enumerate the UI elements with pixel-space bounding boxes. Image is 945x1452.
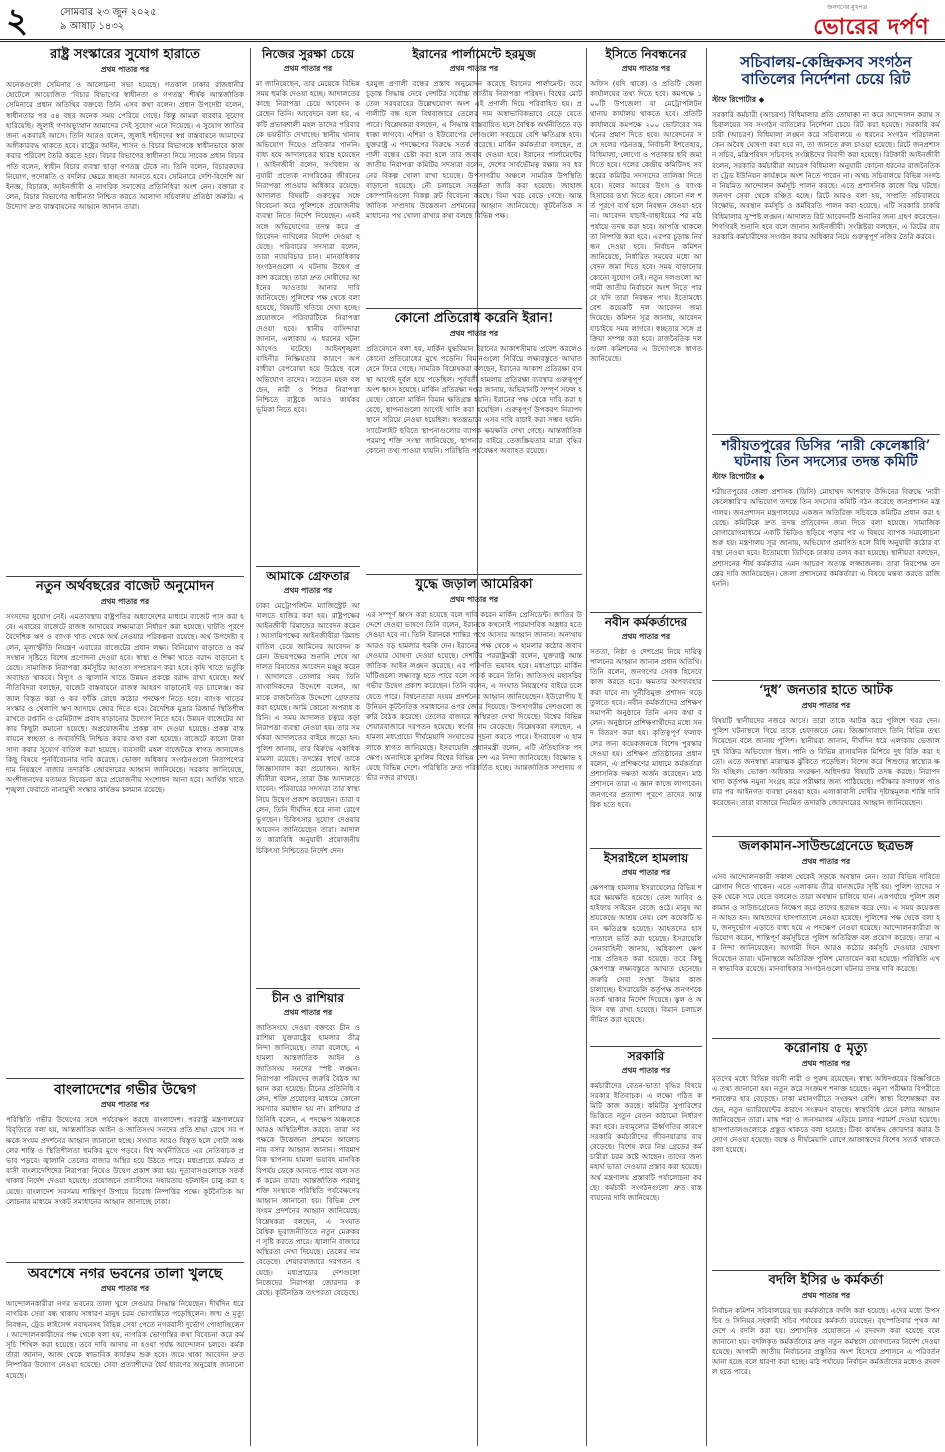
article-headline: কোনো প্রতিরোধ করেনি ইরান! [394, 311, 554, 326]
article-body: শরীয়তপুরের জেলা প্রশাসক (ডিসি) মোহাম্মদ আশরাফ উদ্দিনের বিরুদ্ধে ‘নারী কেলেঙ্কারি’র অভিযোগ তদন্তে তিন সদস্যের কমিটি গঠন করেছে জনপ্রশাসন মন্ত্রণালয়। জনপ্রশাসন মন্ত্রণালয়ের একজন অতিরিক্ত সচিবকে কমিটির প্রধান করা হয়েছে। কমিটিকে দ্রুত তদন্ত প্রতিবেদন জমা দিতে বলা হয়েছে। সামাজিক যোগাযোগমাধ্যমে একটি ভিডিও ছড়িয়ে পড়ার পর এ বিষয়ে ব্যাপক সমালোচনা শুরু হয়। মন্ত্রণালয় সূত্র জানায়, অভিযোগ প্রমাণিত হলে বিধি অনুযায়ী কঠোর ব্যবস্থা নেওয়া হবে। ইতোমধ্যে ডিসিকে ঢাকায় তলব করা হয়েছে। স্থানীয়রা বলছেন, প্রশাসনের শীর্ষ কর্মকর্তার এমন আচরণ অত্যন্ত লজ্জাজনক। তারা নিরপেক্ষ তদন্তের দাবি জানিয়েছেন। জেলা প্রশাসনের কর্মকর্তারা এ বিষয়ে মন্তব্য করতে রাজি হননি। [712, 487, 940, 589]
section-divider [712, 434, 940, 435]
date-line [60, 6, 157, 34]
article-headline: সচিবালয়-কেন্দ্রিকসব সংগঠন বাতিলের নির্দেশনা চেয়ে রিট [740, 53, 912, 89]
article-body: অফিস (যদি থাকে) ও প্রতিটি জেলা কার্যালয়ের তথ্য দিতে হবে। কমপক্ষে ১০০টি উপজেলা বা মেট্রোপলিটন থানায় কার্যালয় থাকতে হবে। প্রতিটি কার্যালয়ে কমপক্ষে ২০০ ভোটারের সমর্থনের প্রমাণ দিতে হবে। আবেদনের সঙ্গে দলের গঠনতন্ত্র, নির্বাচনী ইশতেহার, বিধিমালা, লোগো ও পতাকার ছবি জমা দিতে হবে। দলের কেন্দ্রীয় কমিটিসহ সব স্তরের কমিটির সদস্যদের তালিকা দিতে হবে। দলের আয়ের উৎস ও ব্যাংক হিসাবের তথ্য দিতে হবে। কোনো দল শর্ত পূরণে ব্যর্থ হলে নিবন্ধন দেওয়া হবে না। আবেদন যাচাই-বাছাইয়ের পর মাঠ পর্যায়ে তদন্ত করা হবে। আপত্তি থাকলে তা নিষ্পত্তি করা হবে। এরপর চূড়ান্ত নিবন্ধন দেওয়া হবে। নির্বাচন কমিশন জানিয়েছে, নির্ধারিত সময়ের মধ্যে আবেদন জমা দিতে হবে। সময় বাড়ানোর কোনো সুযোগ নেই। নতুন দলগুলো আগামী জাতীয় নির্বাচনে অংশ নিতে পারবে যদি তারা নিবন্ধন পায়। ইতোমধ্যে বেশ কয়েকটি দল আবেদন জমা দিয়েছে। কমিশন সূত্র জানায়, আবেদন যাচাইয়ে সময় লাগবে। স্বচ্ছতার সঙ্গে প্রক্রিয়া সম্পন্ন করা হবে। রাজনৈতিক দলগুলো কমিশনের এ উদ্যোগকে স্বাগত জানিয়েছে। [590, 78, 702, 364]
article-body: ঢাকা মেট্রোপলিটন ম্যাজিস্ট্রেট আদালতে হাজির করা হয়। রাষ্ট্রপক্ষের আইনজীবী রিমান্ডের আবেদন করেন। আসামিপক্ষের আইনজীবীরা রিমান্ড বাতিল চেয়ে জামিনের আবেদন করেন। উভয়পক্ষের শুনানি শেষে আদালত রিমান্ডের আবেদন মঞ্জুর করেন। আদালতে তোলার সময় তিনি সাংবাদিকদের উদ্দেশে বলেন, আমাকে রাজনৈতিক উদ্দেশ্যে গ্রেফতার করা হয়েছে। আমি কোনো অপরাধ করিনি। এ সময় আদালত চত্বরে কড়া নিরাপত্তা ব্যবস্থা নেওয়া হয়। তার সমর্থকরা আদালতের বাইরে জড়ো হন। পুলিশ জানায়, তার বিরুদ্ধে একাধিক মামলা রয়েছে। তদন্তের স্বার্থে তাকে জিজ্ঞাসাবাদ করা প্রয়োজন। আইনজীবীরা বলেন, তারা উচ্চ আদালতে যাবেন। পরিবারের সদস্যরা তার স্বাস্থ্য নিয়ে উদ্বেগ প্রকাশ করেছেন। তারা বলেন, তিনি দীর্ঘদিন ধরে নানা রোগে ভুগছেন। চিকিৎসার সুযোগ দেওয়ার আবেদন জানিয়েছেন তারা। আদালত কারাবিধি অনুযায়ী প্রয়োজনীয় চিকিৎসা নিশ্চিতের নির্দেশ দেন। [256, 600, 360, 855]
article-headline: নতুন অর্থবছরের বাজেট অনুমোদন [36, 579, 214, 594]
article-reporter: স্টাফ রিপোর্টার ◆ [712, 94, 765, 104]
newspaper-logo [757, 2, 937, 38]
section-divider [366, 308, 582, 309]
article-byline: প্রথম পাতার পর [283, 1007, 333, 1017]
section-divider [6, 1262, 244, 1263]
article-headline: ইরানের পার্লামেন্টে হরমুজ [412, 47, 536, 61]
article-salary [590, 1050, 702, 1446]
article-reporter: স্টাফ রিপোর্টার ◆ [712, 472, 765, 482]
section-divider [712, 836, 940, 837]
brand-tagline: জনগণের মুখপত্র [827, 4, 867, 11]
article-waterlogging [712, 840, 940, 996]
article-byline: প্রথম পাতার পর [100, 1284, 150, 1294]
article-concern [6, 1082, 244, 1258]
article-shariatpur [712, 438, 940, 676]
article-budget [6, 580, 244, 1020]
article-china-russia [256, 992, 360, 1446]
article-israel [590, 851, 702, 1025]
article-byline: প্রথম পাতার পর [801, 1058, 851, 1068]
article-reform [6, 48, 244, 572]
article-byline: প্রথম পাতার পর [621, 1065, 671, 1075]
article-byline: প্রথম পাতার পর [100, 64, 150, 74]
column-divider [586, 48, 587, 1446]
article-body: সংসদের সুযোগ নেই। এমতাবস্থায় রাষ্ট্রপতির অধ্যাদেশের মাধ্যমে বাজেট পাস করা হবে। এবারের বাজেটে রাজস্ব আদায়ের লক্ষ্যমাত্রা নির্ধারণ করা হয়েছে। ঘাটতি পূরণে বৈদেশিক ঋণ ও ব্যাংক খাত থেকে অর্থ নেওয়ার পরিকল্পনা রয়েছে। অর্থ উপদেষ্টা বলেন, মূল্যস্ফীতি নিয়ন্ত্রণ এবারের বাজেটের প্রধান লক্ষ্য। বিনিয়োগ বাড়াতে ও কর্মসংস্থান সৃষ্টিতে বিশেষ প্রণোদনা দেওয়া হবে। স্বাস্থ্য ও শিক্ষা খাতে বরাদ্দ বাড়ানো হয়েছে। সামাজিক নিরাপত্তা কর্মসূচির আওতা সম্প্রসারণ করা হবে। কৃষি খাতে ভর্তুকি অব্যাহত থাকবে। বিদ্যুৎ ও জ্বালানি খাতে উন্নয়ন প্রকল্পে বরাদ্দ রাখা হয়েছে। অর্থনীতিবিদরা বলছেন, বাজেট বাস্তবায়নে রাজস্ব আহরণ বাড়ানোই বড় চ্যালেঞ্জ। করজাল বিস্তৃত করা ও কর ফাঁকি রোধে কঠোর পদক্ষেপ নিতে হবে। ব্যাংক খাতের সংস্কার ও খেলাপি ঋণ আদায়ে জোর দিতে হবে। বৈদেশিক মুদ্রার রিজার্ভ স্থিতিশীল রাখতে রপ্তানি ও রেমিট্যান্স প্রবাহ বাড়ানোর উদ্যোগ নিতে হবে। উন্নয়ন বাজেটের আকার কিছুটা কমানো হয়েছে। অপ্রয়োজনীয় প্রকল্প বাদ দেওয়া হয়েছে। প্রকল্প বাস্তবায়নে স্বচ্ছতা ও জবাবদিহি নিশ্চিত করার কথা বলা হয়েছে। বাজেটে কালো টাকা সাদা করার সুযোগ বাতিল করা হয়েছে। ব্যবসায়ী মহল বাজেটকে স্বাগত জানালেও কিছু বিষয়ে পুনর্বিবেচনার দাবি করেছে। ভোক্তা অধিকার সংগঠনগুলো নিত্যপণ্যের দাম নিয়ন্ত্রণে বাজার তদারকি জোরদারের আহ্বান জানিয়েছে। সরকার জানিয়েছে, অংশীজনদের মতামত বিবেচনা করে প্রয়োজনীয় সংশোধন আনা হবে। আর্থিক খাতে শৃঙ্খলা ফেরাতে নানামুখী সংস্কার কার্যক্রম চলমান রয়েছে। [6, 611, 244, 795]
article-body: পরিস্থিতি গভীর উদ্বেগের সঙ্গে পর্যবেক্ষণ করছে বাংলাদেশ। পররাষ্ট্র মন্ত্রণালয়ের বিবৃতিতে বলা হয়, আন্তর্জাতিক আইন ও জাতিসংঘ সনদের প্রতি শ্রদ্ধা রেখে সব পক্ষকে সংযম প্রদর্শনের আহ্বান জানানো হচ্ছে। সংঘাত আরও বিস্তৃত হলে গোটা অঞ্চলের শান্তি ও স্থিতিশীলতা হুমকির মুখে পড়বে। বিশ্ব অর্থনীতিতে এর নেতিবাচক প্রভাব পড়বে। জ্বালানি তেলের বাজার অস্থির হয়ে উঠতে পারে। মধ্যপ্রাচ্যে কর্মরত প্রবাসী বাংলাদেশিদের নিরাপত্তা নিয়েও উদ্বেগ প্রকাশ করা হয়। দূতাবাসগুলোকে সতর্ক থাকার নির্দেশ দেওয়া হয়েছে। প্রয়োজনে প্রবাসীদের সহায়তায় হটলাইন চালু করা হয়েছে। বাংলাদেশ সবসময় শান্তিপূর্ণ উপায়ে বিরোধ নিষ্পত্তির পক্ষে। কূটনৈতিক আলোচনার মাধ্যমে সংকট সমাধানের আহ্বান জানাচ্ছে ঢাকা। [6, 1115, 244, 1206]
article-byline: প্রথম পাতার পর [801, 700, 851, 710]
article-body: এসব আন্দোলনকারী সকাল থেকেই সড়কে অবস্থান নেন। তারা বিভিন্ন দাবিতে স্লোগান দিতে থাকেন। এতে এলাকায় তীব্র যানজটের সৃষ্টি হয়। পুলিশ তাদের সড়ক থেকে সরে যেতে বললেও তারা অবস্থান চালিয়ে যান। একপর্যায়ে পুলিশ জলকামান ও সাউন্ডগ্রেনেড নিক্ষেপ করে তাদের ছত্রভঙ্গ করে দেয়। এ সময় কয়েকজন আহত হন। আহতদের হাসপাতালে নেওয়া হয়েছে। পুলিশের পক্ষ থেকে বলা হয়, জনদুর্ভোগ এড়াতে বাধ্য হয়ে এ পদক্ষেপ নেওয়া হয়েছে। আন্দোলনকারীরা অভিযোগ করেন, শান্তিপূর্ণ কর্মসূচিতে পুলিশ অতিরিক্ত বল প্রয়োগ করেছে। তারা এর নিন্দা জানিয়েছেন। আগামী দিনে আরও কঠোর কর্মসূচি দেওয়ার ঘোষণা দিয়েছেন তারা। ঘটনাস্থলে অতিরিক্ত পুলিশ মোতায়েন করা হয়েছে। পরিস্থিতি এখন স্বাভাবিক রয়েছে। মানবাধিকার সংগঠনগুলো ঘটনার তদন্ত দাবি করেছে। [712, 871, 940, 973]
section-divider [256, 566, 360, 567]
article-security [256, 48, 360, 562]
article-body: বিষয়টি স্থানীয়দের নজরে আসে। তারা তাকে আটক করে পুলিশে খবর দেন। পুলিশ ঘটনাস্থলে গিয়ে তাকে হেফাজতে নেয়। জিজ্ঞাসাবাদে তিনি বিভিন্ন তথ্য দিয়েছেন বলে জানায় পুলিশ। স্থানীয়রা জানান, দীর্ঘদিন ধরে এলাকায় ভেজাল দুধ বিক্রির অভিযোগ ছিল। পানি ও বিভিন্ন রাসায়নিক মিশিয়ে দুধ বিক্রি করা হতো। এতে জনস্বাস্থ্য মারাত্মক ঝুঁকিতে পড়েছিল। বিশেষ করে শিশুদের স্বাস্থ্যের ক্ষতি হচ্ছিল। ভোক্তা অধিকার সংরক্ষণ অধিদপ্তর বিষয়টি তদন্ত করছে। নিরাপদ খাদ্য কর্তৃপক্ষ নমুনা সংগ্রহ করে পরীক্ষার জন্য পাঠিয়েছে। পরীক্ষার ফলাফল পাওয়ার পর আইনগত ব্যবস্থা নেওয়া হবে। এলাকাবাসী দোষীর দৃষ্টান্তমূলক শাস্তি দাবি করেছেন। তারা বাজারে নিয়মিত তদারকি জোরদারের আহ্বান জানিয়েছেন। [712, 715, 940, 807]
article-body: ক্ষেপণাস্ত্র হামলায় ইসরায়েলের বিভিন্ন শহরে ক্ষয়ক্ষতি হয়েছে। তেল আবিব ও হাইফায় সাইরেন বেজে ওঠে। মানুষ আশ্রয়কেন্দ্রে আশ্রয় নেয়। বেশ কয়েকটি ভবন ক্ষতিগ্রস্ত হয়েছে। আহতদের হাসপাতালে ভর্তি করা হয়েছে। ইসরায়েলি সেনাবাহিনী জানায়, অধিকাংশ ক্ষেপণাস্ত্র প্রতিহত করা হয়েছে। তবে কিছু ক্ষেপণাস্ত্র লক্ষ্যবস্তুতে আঘাত হেনেছে। জরুরি সেবা সংস্থা উদ্ধার কাজ চালাচ্ছে। ইসরায়েলি কর্তৃপক্ষ জনগণকে সতর্ক থাকার নির্দেশ দিয়েছে। স্কুল ও অফিস বন্ধ রাখা হয়েছে। বিমান চলাচল সীমিত করা হয়েছে। [590, 882, 702, 1025]
section-divider [590, 612, 702, 613]
article-hormuz [366, 48, 582, 304]
masthead [0, 0, 945, 42]
article-byline: প্রথম পাতার পর [100, 596, 150, 606]
article-body: জাতিসংঘে দেওয়া বক্তব্যে চীন ও রাশিয়া যুক্তরাষ্ট্রের হামলার তীব্র নিন্দা জানিয়েছে। তারা বলেছে, এ হামলা আন্তর্জাতিক আইন ও জাতিসংঘ সনদের স্পষ্ট লঙ্ঘন। নিরাপত্তা পরিষদের জরুরি বৈঠক আহ্বান করা হয়েছে। চীনের প্রতিনিধি বলেন, শক্তি প্রয়োগের মাধ্যমে কোনো সমস্যার সমাধান হয় না। রাশিয়ার প্রতিনিধি বলেন, এ পদক্ষেপ অঞ্চলকে আরও অস্থিতিশীল করবে। তারা সব পক্ষকে উত্তেজনা প্রশমনে আলোচনায় বসার আহ্বান জানান। পারমাণবিক স্থাপনায় হামলা ভয়াবহ মানবিক বিপর্যয় ডেকে আনতে পারে বলে সতর্ক করেন তারা। আন্তর্জাতিক পরমাণু শক্তি সংস্থাকে পরিস্থিতি পর্যবেক্ষণের আহ্বান জানানো হয়। বিভিন্ন দেশ সংযম প্রদর্শনের আহ্বান জানিয়েছে। বিশ্লেষকরা বলছেন, এ সংঘাত বৈশ্বিক ভূরাজনীতিতে নতুন মেরুকরণ সৃষ্টি করতে পারে। জ্বালানি বাজারে অস্থিরতা দেখা দিয়েছে। তেলের দাম বেড়েছে। শেয়ারবাজারে দরপতন হয়েছে। মধ্যপ্রাচ্যের দেশগুলো নিজেদের নিরাপত্তা জোরদার করেছে। কূটনৈতিক তৎপরতা বেড়েছে। [256, 1022, 361, 1298]
article-headline: ‘দুধ’ জনতার হাতে আটক [759, 683, 893, 698]
article-headline: যুদ্ধে জড়াল আমেরিকা [415, 577, 533, 592]
section-divider [256, 988, 360, 989]
article-byline: প্রথম পাতার পর [449, 328, 499, 338]
article-headline: চীন ও রাশিয়ার [271, 991, 345, 1005]
article-byline: প্রথম পাতার পর [621, 867, 671, 877]
article-headline: জলকামান-সাউন্ডগ্রেনেডে ছত্রভঙ্গ [738, 839, 914, 854]
article-byline: প্রথম পাতার পর [449, 63, 499, 73]
article-body: হরমুজ প্রণালী বন্ধের প্রস্তাব অনুমোদন করেছে ইরানের পার্লামেন্ট। তবে চূড়ান্ত সিদ্ধান্ত নেবে দেশটির সর্বোচ্চ জাতীয় নিরাপত্তা পরিষদ। বিশ্বের মোট তেল সরবরাহের উল্লেখযোগ্য অংশ এই প্রণালী দিয়ে পরিবাহিত হয়। প্রণালীটি বন্ধ হলে বিশ্ববাজারে তেলের দাম অস্বাভাবিকভাবে বেড়ে যেতে পারে। বিশ্লেষকরা বলছেন, এ সিদ্ধান্ত বাস্তবায়িত হলে বৈশ্বিক অর্থনীতিতে বড় ধাক্কা লাগবে। এশিয়া ও ইউরোপের দেশগুলো সবচেয়ে বেশি ক্ষতিগ্রস্ত হবে। যুক্তরাষ্ট্র এ পদক্ষেপের বিরুদ্ধে সতর্ক করেছে। মার্কিন কর্মকর্তারা বলছেন, প্রণালী বন্ধের চেষ্টা করা হলে তার জবাব দেওয়া হবে। ইরানের পার্লামেন্টের জাতীয় নিরাপত্তা কমিটির সদস্যরা বলেন, দেশের সার্বভৌমত্ব রক্ষায় সব ধরনের বিকল্প খোলা রাখা হয়েছে। উপসাগরীয় অঞ্চলে সামরিক উপস্থিতি বাড়ানো হয়েছে। নৌ চলাচলে সতর্কতা জারি করা হয়েছে। জাহাজ কোম্পানিগুলো বিকল্প রুট বিবেচনা করছে। বিমা খরচ বেড়ে গেছে। আন্তর্জাতিক সম্প্রদায় উত্তেজনা প্রশমনের আহ্বান জানিয়েছে। কূটনৈতিক সমাধানের পথ খোলা রাখার কথা বলছে বিভিন্ন পক্ষ। [366, 78, 582, 221]
article-byline: প্রথম পাতার পর [449, 594, 499, 604]
brand-name: ভোরের দর্পণ [813, 14, 929, 40]
article-headline: বাংলাদেশের গভীর উদ্বেগ [53, 1082, 197, 1098]
article-byline: প্রথম পাতার পর [621, 631, 671, 641]
article-writ [712, 48, 940, 430]
section-divider [6, 1078, 244, 1079]
section-divider [366, 574, 582, 575]
article-no-resistance [366, 312, 582, 570]
article-body: কর্মচারীদের বেতন-ভাতা বৃদ্ধির বিষয়ে সরকার ইতিবাচক। এ লক্ষ্যে গঠিত কমিটি কাজ করছে। কমিটির সুপারিশের ভিত্তিতে নতুন বেতন কাঠামো নির্ধারণ করা হবে। দ্রব্যমূল্যের ঊর্ধ্বগতির কারণে সরকারি কর্মচারীদের জীবনযাত্রার ব্যয় বেড়েছে। বিশেষ করে নিম্ন গ্রেডের কর্মচারীরা চরম কষ্টে আছেন। তাদের জন্য মহার্ঘ ভাতা দেওয়ার প্রস্তাব করা হয়েছে। অর্থ মন্ত্রণালয় প্রস্তাবটি পর্যালোচনা করছে। কর্মচারী সংগঠনগুলো দ্রুত বাস্তবায়নের দাবি জানিয়েছে। [590, 1080, 702, 1203]
article-cityhall [6, 1266, 244, 1446]
article-sweet [712, 684, 940, 832]
article-new-officers [590, 615, 703, 809]
article-registration [590, 48, 702, 608]
article-transfer [712, 1274, 940, 1446]
article-byline: প্রথম পাতার পর [801, 1290, 851, 1300]
article-headline: আমাকে গ্রেফতার [266, 569, 350, 583]
section-divider [712, 1270, 940, 1271]
article-byline: প্রথম পাতার পর [100, 1100, 150, 1110]
section-divider [590, 848, 702, 849]
article-war [366, 578, 582, 1446]
article-headline: রাষ্ট্র সংস্কারের সুযোগ হারাতে [50, 47, 200, 62]
article-byline: প্রথম পাতার পর [801, 856, 851, 866]
article-headline: বদলি ইসির ৬ কর্মকর্তা [768, 1273, 884, 1288]
article-headline: করোনায় ৫ মৃত্যু [784, 1041, 868, 1056]
section-divider [712, 1038, 940, 1039]
article-byline: প্রথম পাতার পর [621, 63, 671, 73]
article-headline: ইসিতে নিবন্ধনের [605, 47, 687, 61]
article-headline: অবশেষে নগর ভবনের তালা খুলছে [27, 1266, 223, 1282]
article-arrest [256, 570, 360, 950]
article-body: নির্বাচন কমিশন সচিবালয়ের ছয় কর্মকর্তাকে বদলি করা হয়েছে। এদের মধ্যে উপসচিব ও সিনিয়র সহকারী সচিব পর্যায়ের কর্মকর্তা রয়েছেন। বৃহস্পতিবার পৃথক আদেশে এ বদলি করা হয়। প্রশাসনিক প্রয়োজনে এ রদবদল করা হয়েছে বলে জানানো হয়। বদলিকৃত কর্মকর্তাদের দ্রুত নতুন কর্মস্থলে যোগদানের নির্দেশ দেওয়া হয়েছে। আগামী জাতীয় নির্বাচনের প্রস্তুতির অংশ হিসেবে প্রশাসনে এ পরিবর্তন আনা হচ্ছে বলে ধারণা করা হচ্ছে। মাঠ পর্যায়ের নির্বাচন কর্মকর্তাদের মধ্যেও রদবদল হতে পারে। [712, 1305, 940, 1377]
article-headline: নিজের সুরক্ষা চেয়ে [261, 47, 355, 61]
date-gregorian: সোমবার ২৩ জুন ২০২৫ [60, 7, 157, 18]
column-divider [250, 48, 251, 1446]
article-headline: নবীন কর্মকর্তাদের [604, 615, 688, 629]
article-body: সরকারি কর্মচারী (আচরণ) বিধিমালার প্রতি তোয়াক্কা না করে আন্দোলন করায় সচিবালয়ের সব সংগঠন বাতিলের নির্দেশনা চেয়ে রিট করা হয়েছে। সরকারি কর্মচারী (আচরণ) বিধিমালা লঙ্ঘন করে সচিবালয়ে এ ধরনের সংগঠন পরিচালনা কেন অবৈধ ঘোষণা করা হবে না, তা জানতে রুল চাওয়া হয়েছে। রিটে জনপ্রশাসন সচিব, মন্ত্রিপরিষদ সচিবসহ সংশ্লিষ্টদের বিবাদী করা হয়েছে। রিটকারী আইনজীবী বলেন, সরকারি কর্মচারীরা আচরণ বিধিমালা অনুযায়ী কোনো ধরনের রাজনৈতিক বা ট্রেড ইউনিয়ন কার্যক্রমে অংশ নিতে পারেন না। অথচ সচিবালয়ে বিভিন্ন সংগঠন নিয়মিত আন্দোলন কর্মসূচি পালন করছে। এতে প্রশাসনিক কাজে বিঘ্ন ঘটছে। জনগণ সেবা থেকে বঞ্চিত হচ্ছে। রিটে আরও বলা হয়, সম্প্রতি সচিবালয়ে বিক্ষোভ, অবস্থান কর্মসূচি ও কর্মবিরতি পালন করা হয়েছে। এটি সরকারি চাকরি বিধিমালার সুস্পষ্ট লঙ্ঘন। আদালত রিট আবেদনটি শুনানির জন্য গ্রহণ করেছেন। শিগগিরই শুনানি হবে বলে জানান আইনজীবী। সংশ্লিষ্টরা বলছেন, এ রিটের রায় সরকারি কর্মচারীদের সংগঠন করার অধিকার নিয়ে গুরুত্বপূর্ণ নজির তৈরি করবে। [712, 109, 940, 241]
page-number: ২ [6, 1, 29, 41]
article-body: আন্দোলনকারীরা নগর ভবনের তালা খুলে দেওয়ার সিদ্ধান্ত নিয়েছেন। দীর্ঘদিন ধরে নাগরিক সেবা বন্ধ থাকায় সাধারণ মানুষ চরম ভোগান্তিতে পড়েছিলেন। জন্ম ও মৃত্যু নিবন্ধন, ট্রেড লাইসেন্স নবায়নসহ বিভিন্ন সেবা পেতে নগরবাসী দুর্ভোগ পোহাচ্ছিলেন। আন্দোলনকারীদের পক্ষ থেকে বলা হয়, নাগরিক ভোগান্তির কথা বিবেচনা করে কর্মসূচি শিথিল করা হয়েছে। তবে দাবি আদায় না হওয়া পর্যন্ত আন্দোলন চলবে। কর্মকর্তারা জানান, আজ থেকে স্বাভাবিক কার্যক্রম শুরু হবে। জমে থাকা আবেদন দ্রুত নিষ্পত্তির উদ্যোগ নেওয়া হয়েছে। সেবা প্রত্যাশীদের ধৈর্য ধারণের অনুরোধ জানানো হয়েছে। [6, 1299, 244, 1380]
article-headline: শরীয়তপুরের ডিসির ‘নারী কেলেঙ্কারি’ ঘটনায় তিন সদস্যের তদন্ত কমিটি [721, 438, 931, 471]
section-divider [6, 576, 244, 577]
article-body: মৃতদের মধ্যে বিভিন্ন বয়সী নারী ও পুরুষ রয়েছেন। স্বাস্থ্য অধিদপ্তরের বিজ্ঞপ্তিতে এ তথ্য জানানো হয়। নতুন করে সংক্রমণ শনাক্ত হয়েছে। নমুনা পরীক্ষার বিপরীতে শনাক্তের হার বেড়েছে। ঢাকা মহানগরীতে সংক্রমণ বেশি। স্বাস্থ্য বিশেষজ্ঞরা বলছেন, নতুন ভ্যারিয়েন্টের কারণে সংক্রমণ বাড়ছে। স্বাস্থ্যবিধি মেনে চলার আহ্বান জানিয়েছেন তারা। মাস্ক পরা ও জনসমাগম এড়িয়ে চলার পরামর্শ দেওয়া হয়েছে। হাসপাতালগুলোকে প্রস্তুত থাকতে বলা হয়েছে। টিকা কার্যক্রম জোরদার করার উদ্যোগ নেওয়া হয়েছে। বয়স্ক ও দীর্ঘমেয়াদি রোগে আক্রান্তদের বিশেষ সতর্ক থাকতে বলা হয়েছে। [712, 1073, 940, 1155]
column-divider [706, 48, 707, 1446]
article-body: এর সম্পূর্ণ ধ্বংস করা হয়েছে বলে দাবি করেন মার্কিন প্রেসিডেন্ট। জাতির উদ্দেশে দেওয়া ভাষণে তিনি বলেন, ইরানকে কখনোই পারমাণবিক অস্ত্রধর হতে দেওয়া হবে না। তিনি ইরানকে শান্তির পথে আসার আহ্বান জানান। অন্যথায় আরও বড় হামলার হুমকি দেন। ইরানের পক্ষ থেকে এ হামলার কঠোর জবাব দেওয়ার ঘোষণা দেওয়া হয়েছে। দেশটির পররাষ্ট্রমন্ত্রী বলেন, যুক্তরাষ্ট্র আন্তর্জাতিক আইন লঙ্ঘন করেছে। এর পরিণতি ভয়াবহ হবে। মধ্যপ্রাচ্যে মার্কিন ঘাঁটিগুলো লক্ষ্যবস্তু হতে পারে বলে সতর্ক করেন তিনি। জাতিসংঘ মহাসচিব গভীর উদ্বেগ প্রকাশ করেছেন। তিনি বলেন, এ সংঘাত নিয়ন্ত্রণের বাইরে চলে যেতে পারে। বিশ্বনেতারা সংযম প্রদর্শনের আহ্বান জানিয়েছেন। ইউরোপীয় ইউনিয়ন কূটনৈতিক সমাধানের ওপর জোর দিয়েছে। উপসাগরীয় দেশগুলো জরুরি বৈঠক করেছে। তেলের বাজারে অস্থিরতা দেখা দিয়েছে। বিশ্বের বিভিন্ন শেয়ারবাজারে দরপতন হয়েছে। স্বর্ণের দাম বেড়েছে। বিশ্লেষকরা বলছেন, এ হামলা মধ্যপ্রাচ্যে দীর্ঘমেয়াদি সংঘাতের সূচনা করতে পারে। ইসরায়েল এ হামলাকে স্বাগত জানিয়েছে। ইসরায়েলি প্রধানমন্ত্রী বলেন, এটি ঐতিহাসিক পদক্ষেপ। অন্যদিকে মুসলিম বিশ্বের বিভিন্ন দেশ এর নিন্দা জানিয়েছে। বিক্ষোভ হয়েছে বিভিন্ন দেশে। পরিস্থিতি দ্রুত পরিবর্তিত হচ্ছে। আন্তর্জাতিক সম্প্রদায় গভীর নজর রাখছে। [366, 609, 582, 783]
article-body: প্রতিবেদনে বলা হয়, মার্কিন যুদ্ধবিমান ইরানের আকাশসীমায় প্রবেশ করলেও কোনো প্রতিরোধের মুখে পড়েনি। বিমানগুলো নির্বিঘ্নে লক্ষ্যবস্তুতে আঘাত হেনে ফিরে গেছে। সামরিক বিশ্লেষকরা বলছেন, ইরানের আকাশ প্রতিরক্ষা ব্যবস্থা আগেই দুর্বল হয়ে পড়েছিল। পূর্ববর্তী হামলায় প্রতিরক্ষা ব্যবস্থার গুরুত্বপূর্ণ অংশ ধ্বংস হয়েছে। মার্কিন প্রতিরক্ষা দপ্তর জানায়, অভিযানটি সম্পূর্ণ সফল হয়েছে। কোনো মার্কিন বিমান ক্ষতিগ্রস্ত হয়নি। ইরানের পক্ষ থেকে দাবি করা হয়েছে, স্থাপনাগুলো আগেই খালি করা হয়েছিল। গুরুত্বপূর্ণ উপকরণ নিরাপদ স্থানে সরিয়ে নেওয়া হয়েছিল। স্বতন্ত্রভাবে এসব দাবি যাচাই করা সম্ভব হয়নি। স্যাটেলাইট ছবিতে স্থাপনাগুলোর ব্যাপক ক্ষয়ক্ষতি দেখা গেছে। আন্তর্জাতিক পরমাণু শক্তি সংস্থা জানিয়েছে, স্থাপনার বাইরে তেজস্ক্রিয়তার মাত্রা বৃদ্ধির কোনো তথ্য পাওয়া যায়নি। পরিস্থিতি পর্যবেক্ষণ অব্যাহত রয়েছে। [366, 343, 582, 455]
article-corona [712, 1042, 940, 1240]
article-headline: সরকারি [627, 1049, 665, 1063]
section-divider [712, 680, 940, 681]
article-byline: প্রথম পাতার পর [283, 585, 333, 595]
article-body: মা জানিয়েছেন, তার মেয়েকে বিভিন্ন সময় হুমকি দেওয়া হচ্ছে। আদালতের কাছে নিরাপত্তা চেয়ে আবেদন করেছেন তিনি। আবেদনে বলা হয়, একটি প্রভাবশালী মহল তাদের পরিবারকে ভয়ভীতি দেখাচ্ছে। স্থানীয় থানায় অভিযোগ দিয়েও প্রতিকার পাননি। বাধ্য হয়ে আদালতের দ্বারস্থ হয়েছেন। আইনজীবী বলেন, সংবিধান অনুযায়ী প্রত্যেক নাগরিকের জীবনের নিরাপত্তা পাওয়ার অধিকার রয়েছে। আদালত বিষয়টি গুরুত্বের সঙ্গে বিবেচনা করে পুলিশকে প্রয়োজনীয় ব্যবস্থা নিতে নির্দেশ দিয়েছেন। একই সঙ্গে অভিযোগের তদন্ত করে প্রতিবেদন দাখিলের নির্দেশ দেওয়া হয়েছে। পরিবারের সদস্যরা বলেন, তারা ন্যায়বিচার চান। মানবাধিকার সংগঠনগুলো এ ঘটনায় উদ্বেগ প্রকাশ করেছে। তারা দ্রুত দোষীদের আইনের আওতায় আনার দাবি জানিয়েছে। পুলিশের পক্ষ থেকে বলা হয়েছে, বিষয়টি খতিয়ে দেখা হচ্ছে। প্রয়োজনে পরিবারটিকে নিরাপত্তা দেওয়া হবে। স্থানীয় বাসিন্দারা জানান, এলাকায় এ ধরনের ঘটনা আগেও ঘটেছে। আইনশৃঙ্খলা বাহিনীর নিষ্ক্রিয়তার কারণে অপরাধীরা বেপরোয়া হয়ে উঠেছে বলে অভিযোগ তাদের। সচেতন মহল বলছেন, নারী ও শিশুর নিরাপত্তা নিশ্চিতে রাষ্ট্রকে আরও কার্যকর ভূমিকা নিতে হবে। [256, 78, 360, 415]
article-body: সততা, নিষ্ঠা ও দেশপ্রেম নিয়ে দায়িত্ব পালনের আহ্বান জানান প্রধান অতিথি। তিনি বলেন, জনগণের সেবক হিসেবে কাজ করতে হবে। ক্ষমতার অপব্যবহার করা যাবে না। দুর্নীতিমুক্ত প্রশাসন গড়ে তুলতে হবে। নবীন কর্মকর্তাদের প্রশিক্ষণ সমাপনী অনুষ্ঠানে তিনি এসব কথা বলেন। অনুষ্ঠানে প্রশিক্ষণার্থীদের মধ্যে সনদ বিতরণ করা হয়। কৃতিত্বপূর্ণ ফলাফলের জন্য কয়েকজনকে বিশেষ পুরস্কার দেওয়া হয়। প্রশিক্ষণ প্রতিষ্ঠানের প্রধান বলেন, এ প্রশিক্ষণের মাধ্যমে কর্মকর্তারা প্রশাসনিক দক্ষতা অর্জন করেছেন। মাঠ প্রশাসনে তারা এ জ্ঞান কাজে লাগাবেন। জনগণের প্রত্যাশা পূরণে তাদের আন্তরিক হতে হবে। [590, 646, 703, 809]
article-headline: ইসরাইলে হামলায় [603, 851, 689, 865]
section-divider [590, 1046, 702, 1047]
article-body: অনেকগুলো সেমিনার ও আলোচনা সভা হয়েছে। গতকাল ঢাকার রাজধানীর হোটেলে আয়োজিত ‘বিচার বিভাগের স্বাধীনতা ও গণতন্ত্র’ শীর্ষক আন্তর্জাতিক সেমিনারে প্রধান অতিথির বক্তব্যে তিনি এসব কথা বলেন। প্রধান উপদেষ্টা বলেন, স্বাধীনতার পর ৫৪ বছর অনেক সময় পেরিয়ে গেছে। কিন্তু আমরা বারবার সুযোগ হারিয়েছি। জুলাই গণঅভ্যুত্থান আমাদের সেই সুযোগ এনে দিয়েছে। এ সুযোগ জাতির জন্য একবারই আসে। তিনি আরও বলেন, জুলাই শহীদদের স্বপ্ন বাস্তবায়নে আমাদের অঙ্গীকারবদ্ধ থাকতে হবে। রাষ্ট্রের আইন, শাসন ও বিচার বিভাগকে স্বাধীনভাবে কাজ করার পরিবেশ তৈরি করতে হবে। বিচার বিভাগের স্বাধীনতা নিয়ে সাবেক প্রধান বিচারপতি বলেন, স্বাধীন বিচার ব্যবস্থা ছাড়া গণতন্ত্র টেকে না। তিনি বলেন, বিচারকদের নিয়োগ, পদোন্নতি ও বদলির ক্ষেত্রে স্বচ্ছতা আনতে হবে। সেমিনারে দেশি-বিদেশি আইনজ্ঞ, বিচারক, আইনজীবী ও নাগরিক সমাজের প্রতিনিধিরা অংশ নেন। বক্তারা বলেন, বিচার বিভাগের স্বাধীনতা নিশ্চিত করতে আলাদা সচিবালয় প্রতিষ্ঠা জরুরি। এ উদ্যোগ দ্রুত বাস্তবায়নের আহ্বান জানান তারা। [6, 79, 244, 212]
article-byline: প্রথম পাতার পর [283, 63, 333, 73]
date-bengali: ৯ আষাঢ় ১৪৩২ [60, 21, 125, 32]
